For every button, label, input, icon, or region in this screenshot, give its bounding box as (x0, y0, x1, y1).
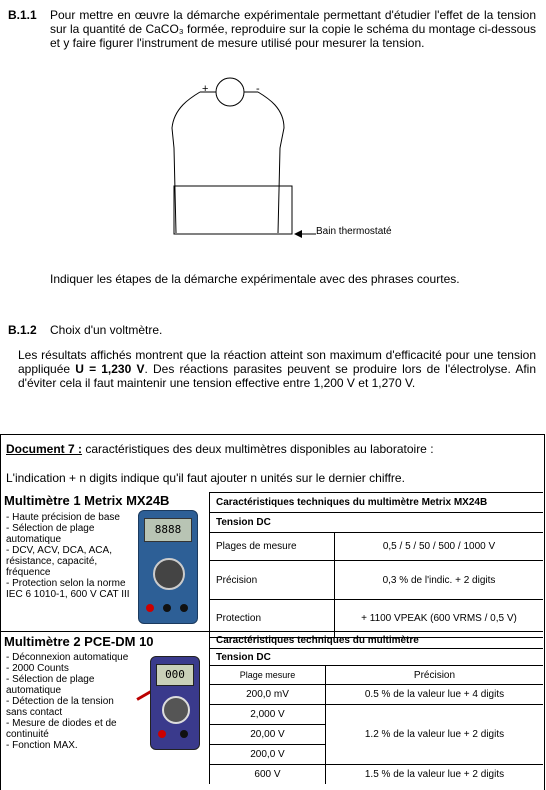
section-number-b12: B.1.2 (8, 323, 37, 337)
m1-section: Tension DC (210, 513, 544, 533)
multimeter-separator (0, 631, 209, 632)
b12-title: Choix d'un voltmètre. (50, 323, 163, 337)
b12-text-before: Les résultats affichés montrent que la réaction atteint son maximum d'efficacité pour une tension appliquée (18, 348, 536, 376)
m1-row-label: Plages de mesure (210, 533, 335, 561)
doc7-title: Document 7 : (6, 442, 83, 456)
doc7-note: L'indication + n digits indique qu'il faut ajouter n unités sur le dernier chiffre. (6, 471, 405, 485)
m1-feature: - Sélection de plage automatique (6, 523, 95, 545)
m2-features (6, 652, 132, 751)
bath-label: Bain thermostaté (316, 226, 392, 237)
m2-precision: 1.5 % de la valeur lue + 2 digits (364, 769, 505, 780)
m2-feature: - 2000 Counts (6, 663, 69, 674)
m2-feature: - Détection de la tension sans contact (6, 696, 114, 718)
m2-range: 2,000 V (210, 705, 326, 725)
m2-photo: 000 (136, 654, 206, 750)
m1-row-value: 0,3 % de l'indic. + 2 digits (335, 561, 544, 600)
m2-feature: - Sélection de plage automatique (6, 674, 95, 696)
minus-sign: - (256, 83, 260, 95)
m1-photo: 8888 (134, 510, 200, 622)
m2-table-title: Caractéristiques techniques du multimètre (210, 632, 544, 649)
m2-precision: 0.5 % de la valeur lue + 4 digits (326, 685, 544, 705)
electrolysis-setup-diagram (160, 68, 420, 248)
u-value: U = 1,230 V (75, 362, 145, 376)
b11-paragraph: Pour mettre en œuvre la démarche expérimentale permettant d'étudier l'effet de la tension sur la quantité de CaCO₃ formée, reproduire sur la copie le schéma du montage ci-dessous et y faire figurer l'instrument de mesure utilisé pour mesurer la tension. (50, 8, 536, 50)
section-number-b11: B.1.1 (8, 8, 37, 22)
m2-range: 600 V (210, 765, 326, 785)
b12-text-after: . Des réactions parasites peuvent se produire lors de l'électrolyse. Afin d'éviter cela il faut maintenir une tension effective entre 1,200 V et 1,270 V. (18, 362, 536, 390)
m1-name: Multimètre 1 Metrix MX24B (4, 493, 170, 508)
m2-range: 20,00 V (210, 725, 326, 745)
m1-dial-icon (153, 558, 185, 590)
m1-feature: - Haute précision de base (6, 512, 120, 523)
m2-feature: - Fonction MAX. (6, 740, 78, 751)
m2-precision: 1.2 % de la valeur lue + 2 digits (326, 705, 544, 765)
thermostatic-bath (174, 186, 292, 234)
m2-feature: - Déconnexion automatique (6, 652, 129, 663)
b12-paragraph (18, 348, 536, 390)
m1-table-title: Caractéristiques techniques du multimètre Metrix MX24B (210, 493, 544, 513)
m2-col-range: Plage mesure (210, 666, 326, 685)
m1-spec-table (209, 492, 543, 638)
m2-name: Multimètre 2 PCE-DM 10 (4, 634, 154, 649)
m2-spec-table (209, 631, 543, 784)
m2-range: 200,0 V (210, 745, 326, 765)
m1-feature: - Protection selon la norme IEC 6 1010-1, 600 V CAT III (6, 578, 130, 600)
plus-sign: + (202, 83, 209, 95)
doc7-title-rest: caractéristiques des deux multimètres disponibles au laboratoire : (82, 442, 434, 456)
b11-instruction: Indiquer les étapes de la démarche expérimentale avec des phrases courtes. (50, 272, 460, 286)
m2-range: 200,0 mV (210, 685, 326, 705)
voltmeter-placeholder-circle (216, 78, 244, 106)
m1-row-label: Protection (210, 600, 335, 638)
m1-row-value: 0,5 / 5 / 50 / 500 / 1000 V (335, 533, 544, 561)
m2-section: Tension DC (210, 649, 544, 666)
m2-dial-icon (162, 696, 190, 724)
m2-col-precision: Précision (326, 666, 544, 685)
m1-row-value: + 1100 VPEAK (600 VRMS / 0,5 V) (335, 600, 544, 638)
doc7-title-line (6, 442, 434, 456)
m2-feature: - Mesure de diodes et de continuité (6, 718, 117, 740)
m1-feature: - DCV, ACV, DCA, ACA, résistance, capacité, fréquence (6, 545, 112, 578)
m1-row-label: Précision (210, 561, 335, 600)
m1-features (6, 512, 132, 600)
